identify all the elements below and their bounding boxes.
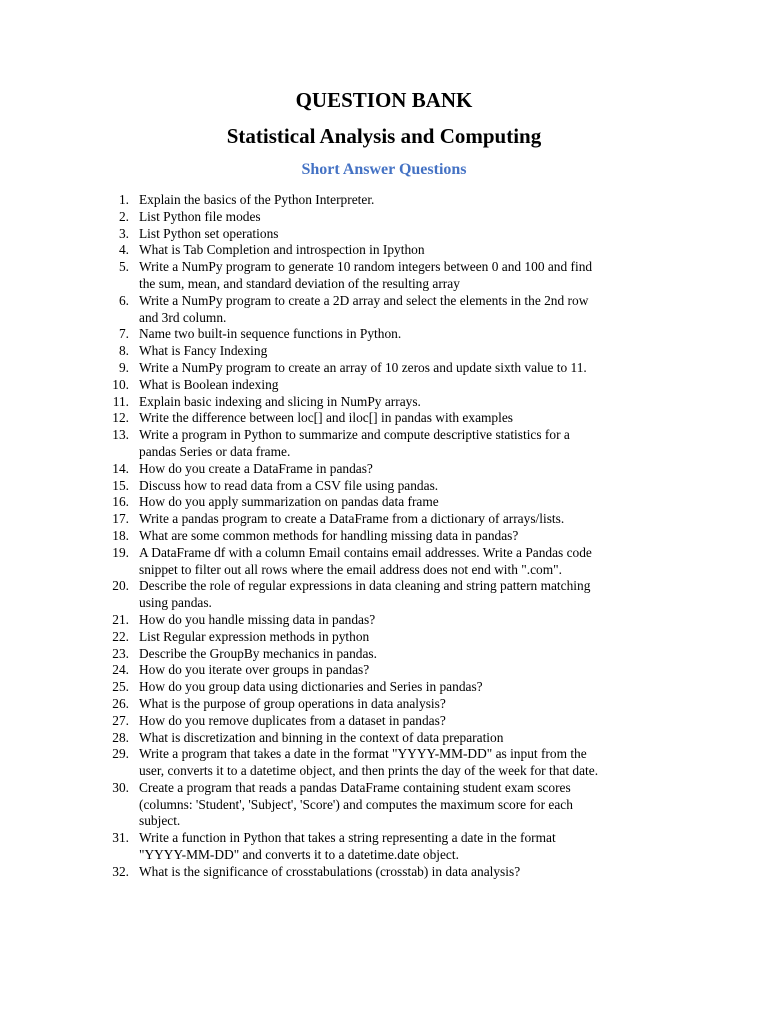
- question-number: 5.: [118, 259, 129, 275]
- page-subtitle: Statistical Analysis and Computing: [226, 124, 542, 148]
- question-number: 15.: [112, 477, 129, 493]
- question-text: How do you remove duplicates from a dataset in pandas?: [139, 712, 446, 728]
- question-item: [0, 343, 680, 360]
- question-text: How do you iterate over groups in pandas?: [139, 662, 370, 678]
- question-number: 29.: [112, 746, 129, 762]
- question-text: What is the purpose of group operations in data analysis?: [139, 695, 446, 711]
- question-item: [0, 830, 680, 864]
- question-number: 16.: [112, 494, 129, 510]
- question-text: How do you apply summarization on pandas data frame: [139, 494, 439, 510]
- question-text: What is Tab Completion and introspection in Ipython: [139, 242, 425, 258]
- question-number: 17.: [112, 511, 129, 527]
- question-number: 24.: [112, 662, 129, 678]
- question-item: [0, 360, 680, 377]
- question-item: [0, 730, 680, 747]
- question-number: 22.: [112, 628, 129, 644]
- question-number: 2.: [118, 208, 129, 224]
- question-text: Name two built-in sequence functions in Python.: [139, 326, 402, 342]
- question-text: List Python set operations: [139, 225, 279, 241]
- question-item: [0, 696, 680, 713]
- question-item: [0, 528, 680, 545]
- question-number: 10.: [112, 376, 129, 392]
- question-text: How do you handle missing data in pandas?: [139, 611, 376, 627]
- question-number: 30.: [112, 779, 129, 795]
- question-number: 8.: [118, 343, 129, 359]
- question-text: Describe the GroupBy mechanics in pandas.: [139, 645, 377, 661]
- question-number: 18.: [112, 527, 129, 543]
- question-item: [0, 780, 680, 830]
- question-number: 7.: [118, 326, 129, 342]
- question-text: Write the difference between loc[] and iloc[] in pandas with examples: [139, 410, 513, 426]
- question-text: Write a pandas program to create a DataFrame from a dictionary of arrays/lists.: [139, 511, 565, 527]
- question-text: What is the significance of crosstabulations (crosstab) in data analysis?: [139, 863, 521, 879]
- question-item: [0, 427, 680, 461]
- question-number: 13.: [112, 427, 129, 443]
- question-text: What is Boolean indexing: [139, 376, 279, 392]
- question-text: Explain basic indexing and slicing in NumPy arrays.: [139, 393, 421, 409]
- question-text: Write a program that takes a date in the format "YYYY-MM-DD" as input from the user, converts it to a datetime object, and then prints the day of the week for that date.: [139, 746, 599, 779]
- question-text: What is Fancy Indexing: [139, 343, 268, 359]
- question-text: Write a NumPy program to create an array of 10 zeros and update sixth value to 11.: [139, 359, 587, 375]
- question-text: Write a function in Python that takes a string representing a date in the format "YYYY-MM-DD" and converts it to a datetime.date object.: [139, 830, 556, 863]
- question-item: [0, 259, 680, 293]
- question-item: [0, 662, 680, 679]
- question-number: 1.: [118, 192, 129, 207]
- page-title: QUESTION BANK: [295, 88, 473, 112]
- question-item: [0, 646, 680, 663]
- question-item: [0, 478, 680, 495]
- question-item: [0, 713, 680, 730]
- question-number: 25.: [112, 679, 129, 695]
- question-item: [0, 612, 680, 629]
- question-item: [0, 293, 680, 327]
- question-text: Write a NumPy program to generate 10 random integers between 0 and 100 and find the sum, mean, and standard deviation of the resulting array: [139, 259, 593, 291]
- question-number: 26.: [112, 695, 129, 711]
- question-text: Describe the role of regular expressions in data cleaning and string pattern matching using pandas.: [139, 578, 591, 611]
- question-text: What is discretization and binning in the context of data preparation: [139, 729, 504, 745]
- question-text: Create a program that reads a pandas DataFrame containing student exam scores (columns: 'Student', 'Subject', 'Score') and computes the maximum score for each subject.: [139, 779, 573, 829]
- section-heading: Short Answer Questions: [301, 161, 467, 178]
- question-item: [0, 864, 680, 881]
- question-number: 20.: [112, 578, 129, 594]
- question-number: 21.: [112, 611, 129, 627]
- question-text: Write a program in Python to summarize and compute descriptive statistics for a pandas Series or data frame.: [139, 427, 570, 459]
- question-item: [0, 578, 680, 612]
- question-list: [0, 192, 680, 881]
- question-item: [0, 629, 680, 646]
- question-number: 9.: [118, 359, 129, 375]
- question-item: [0, 209, 680, 226]
- question-number: 23.: [112, 645, 129, 661]
- question-text: List Python file modes: [139, 208, 261, 224]
- question-number: 31.: [112, 830, 129, 846]
- question-text: Write a NumPy program to create a 2D array and select the elements in the 2nd row and 3rd column.: [139, 292, 589, 325]
- question-text: A DataFrame df with a column Email contains email addresses. Write a Pandas code snippet to filter out all rows where the email address does not end with ".com".: [139, 544, 592, 577]
- question-text: Explain the basics of the Python Interpreter.: [139, 192, 375, 207]
- question-number: 4.: [118, 242, 129, 258]
- question-item: [0, 461, 680, 478]
- question-item: [0, 511, 680, 528]
- question-number: 19.: [112, 544, 129, 560]
- question-text: What are some common methods for handling missing data in pandas?: [139, 527, 519, 543]
- question-item: [0, 192, 680, 209]
- question-item: [0, 545, 680, 579]
- question-item: [0, 377, 680, 394]
- question-item: [0, 226, 680, 243]
- question-text: List Regular expression methods in python: [139, 628, 370, 644]
- question-number: 32.: [112, 863, 129, 879]
- question-item: [0, 679, 680, 696]
- question-text: How do you create a DataFrame in pandas?: [139, 460, 373, 476]
- question-item: [0, 326, 680, 343]
- question-item: [0, 394, 680, 411]
- question-number: 27.: [112, 712, 129, 728]
- question-item: [0, 242, 680, 259]
- question-item: [0, 410, 680, 427]
- question-text: How do you group data using dictionaries and Series in pandas?: [139, 679, 483, 695]
- question-number: 11.: [112, 393, 129, 409]
- question-item: [0, 494, 680, 511]
- question-number: 6.: [118, 292, 129, 308]
- question-number: 14.: [112, 460, 129, 476]
- question-number: 3.: [118, 225, 129, 241]
- question-number: 28.: [112, 729, 129, 745]
- question-item: [0, 746, 680, 780]
- question-number: 12.: [112, 410, 129, 426]
- question-text: Discuss how to read data from a CSV file using pandas.: [139, 477, 439, 493]
